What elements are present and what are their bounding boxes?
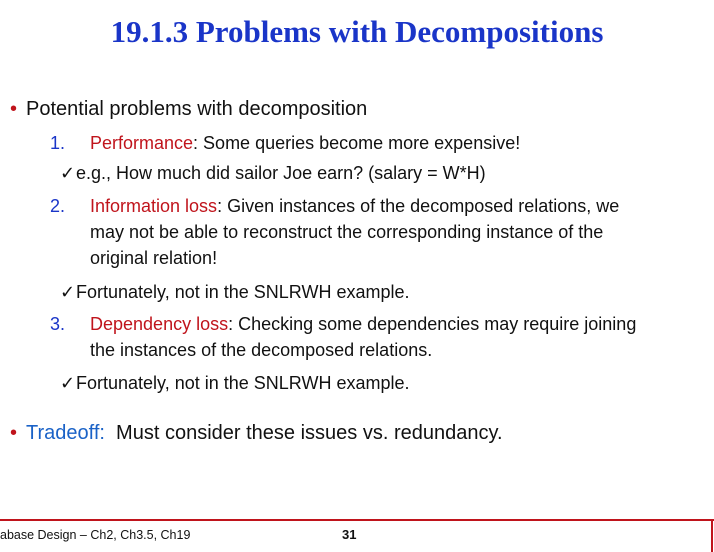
item-term: Dependency loss [90, 314, 229, 334]
page-number: 31 [342, 527, 357, 542]
footer-border-right [711, 519, 713, 552]
item-term: Performance [90, 133, 194, 153]
footer-course-text: abase Design – Ch2, Ch3.5, Ch19 [0, 528, 191, 542]
item-text: : Some queries become more expensive! [193, 133, 521, 153]
tradeoff-text: Must consider these issues vs. redundancy. [104, 422, 503, 444]
bullet-potential-problems [10, 96, 367, 122]
item-number: 3. [50, 314, 66, 334]
bullet-text: Potential problems with decomposition [26, 98, 368, 120]
item-text-line-3: original relation! [90, 248, 218, 268]
bullet-marker: • [10, 422, 18, 444]
subitem-text: Fortunately, not in the SNLRWH example. [76, 282, 410, 302]
item-term: Information loss [90, 196, 218, 216]
footer-divider [0, 519, 714, 521]
item-number: 1. [50, 133, 66, 153]
item-performance [50, 130, 520, 156]
check-icon: ✓ [60, 282, 76, 302]
subitem-performance-example [60, 160, 486, 186]
check-icon: ✓ [60, 373, 76, 393]
tradeoff-label: Tradeoff: [26, 422, 105, 444]
item-information-loss [50, 193, 619, 219]
slide-title: 19.1.3 Problems with Decompositions [110, 14, 604, 49]
subitem-text: e.g., How much did sailor Joe earn? (salary = W*H) [76, 163, 486, 183]
check-icon: ✓ [60, 163, 76, 183]
subitem-information-loss-note [60, 279, 409, 305]
item-text-line-1: : Checking some dependencies may require joining [228, 314, 637, 334]
subitem-dependency-loss-note [60, 370, 409, 396]
bullet-tradeoff [10, 420, 503, 446]
item-dependency-loss [50, 311, 636, 337]
item-text-line-1: : Given instances of the decomposed relations, we [217, 196, 620, 216]
item-number: 2. [50, 196, 66, 216]
subitem-text: Fortunately, not in the SNLRWH example. [76, 373, 410, 393]
item-text-line-2: the instances of the decomposed relations. [90, 340, 433, 360]
item-text-line-2: may not be able to reconstruct the corresponding instance of the [90, 222, 604, 242]
bullet-marker: • [10, 98, 18, 120]
